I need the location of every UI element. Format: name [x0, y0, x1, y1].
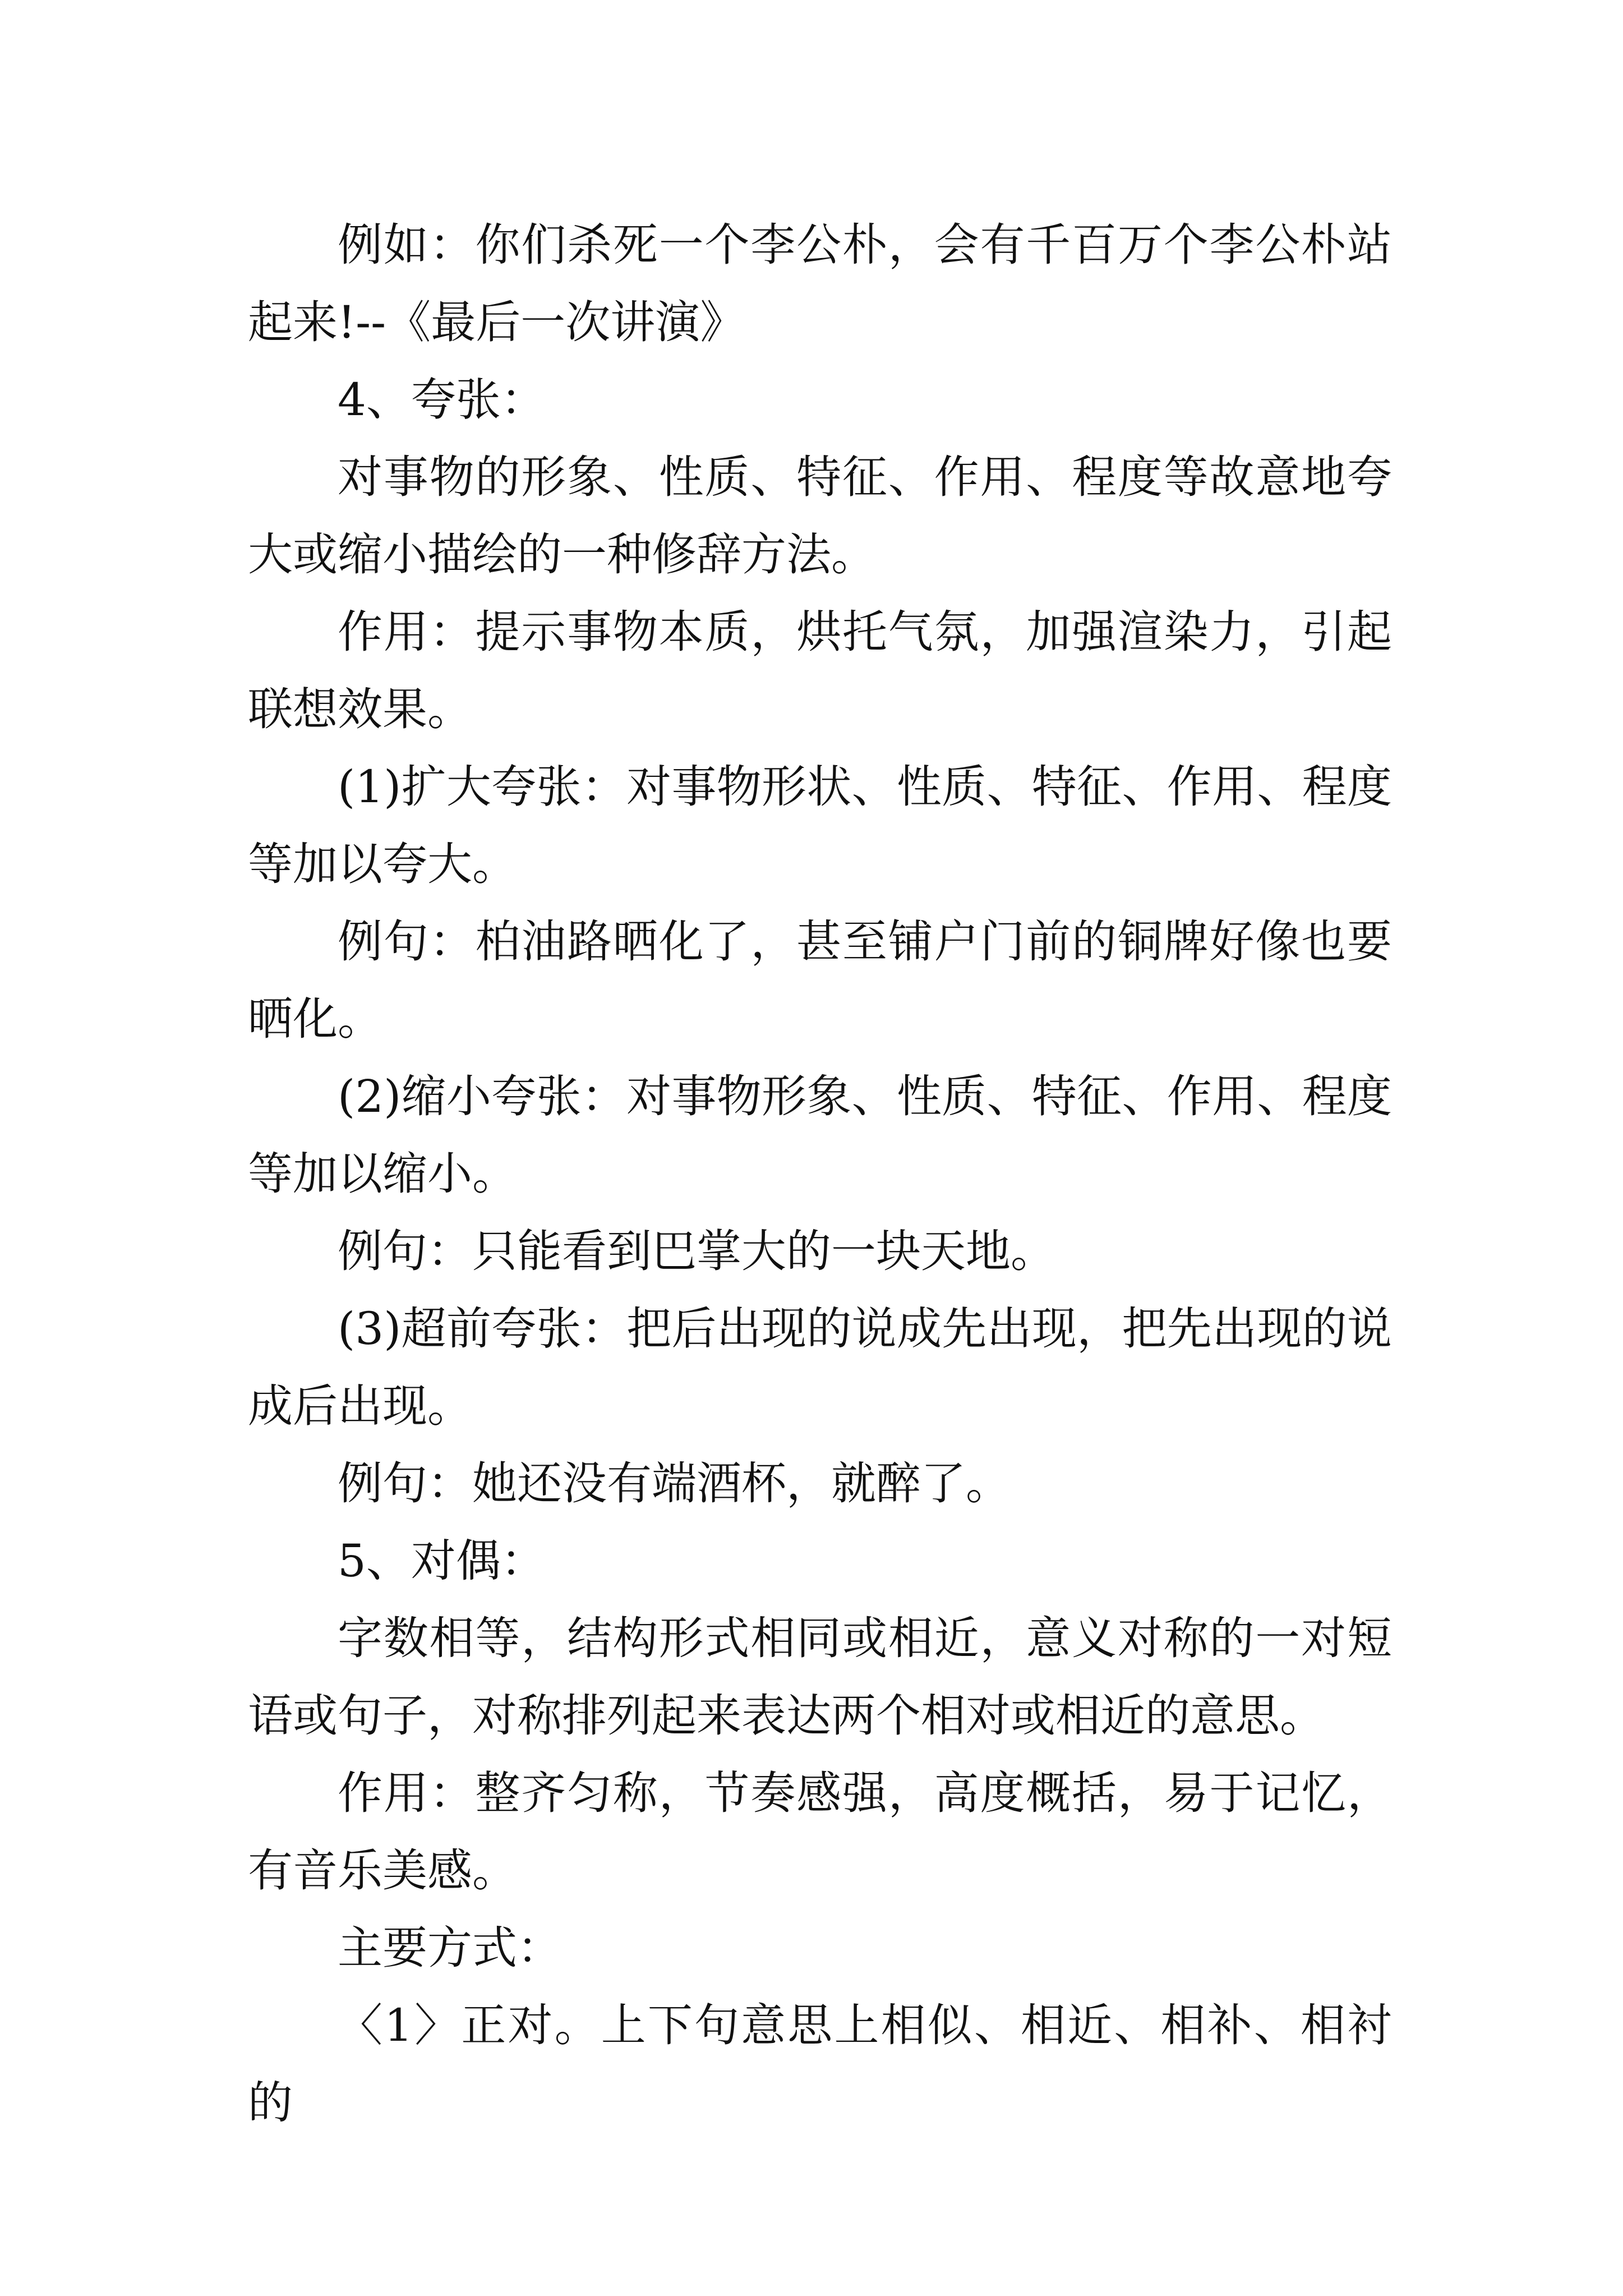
paragraph-example-li-gongpu: 例如：你们杀死一个李公朴，会有千百万个李公朴站起来!--《最后一次讲演》	[248, 219, 1392, 348]
paragraph-hyperbole-function: 作用：提示事物本质，烘托气氛，加强渲染力，引起联想效果。	[248, 606, 1392, 735]
paragraph-reducing-example: 例句：只能看到巴掌大的一块天地。	[338, 1225, 1055, 1277]
paragraph-advance-example: 例句：她还没有端酒杯，就醉了。	[338, 1457, 1011, 1510]
paragraph-advance-hyperbole: (3)超前夸张：把后出现的说成先出现，把先出现的说成后出现。	[248, 1303, 1392, 1432]
heading-antithesis: 5、对偶：	[338, 1535, 546, 1587]
paragraph-antithesis-definition: 字数相等，结构形式相同或相近，意义对称的一对短语或句子，对称排列起来表达两个相对或相近的意思。	[248, 1612, 1392, 1742]
paragraph-parallel-antithesis: 〈1〉正对。上下句意思上相似、相近、相补、相衬的	[248, 1999, 1392, 2129]
paragraph-antithesis-function: 作用：整齐匀称，节奏感强，高度概括，易于记忆，有音乐美感。	[248, 1767, 1392, 1897]
paragraph-enlarging-example: 例句：柏油路晒化了，甚至铺户门前的铜牌好像也要晒化。	[248, 915, 1392, 1045]
paragraph-reducing-hyperbole: (2)缩小夸张：对事物形象、性质、特征、作用、程度等加以缩小。	[248, 1070, 1392, 1200]
heading-hyperbole: 4、夸张：	[338, 374, 546, 426]
paragraph-hyperbole-definition: 对事物的形象、性质、特征、作用、程度等故意地夸大或缩小描绘的一种修辞方法。	[248, 451, 1392, 581]
document-body	[248, 206, 1392, 2142]
paragraph-main-methods: 主要方式：	[338, 1922, 562, 1974]
paragraph-enlarging-hyperbole: (1)扩大夸张：对事物形状、性质、特征、作用、程度等加以夸大。	[248, 761, 1392, 890]
